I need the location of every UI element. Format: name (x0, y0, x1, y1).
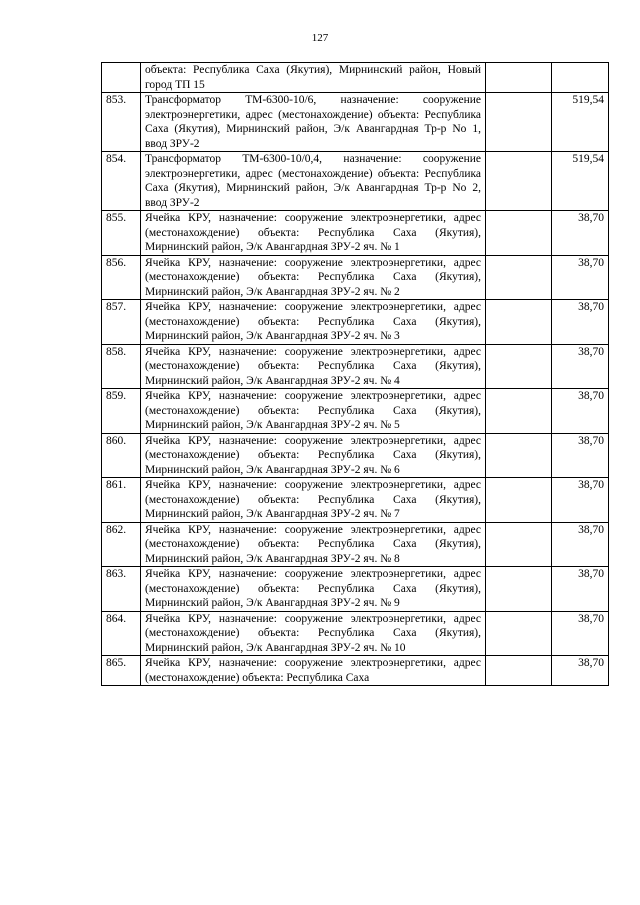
row-empty-cell (486, 211, 552, 256)
row-value: 38,70 (552, 344, 609, 389)
row-description: Ячейка КРУ, назначение: сооружение электроэнергетики, адрес (местонахождение) объекта: Республика Саха (Якутия), Мирнинский район, Э/к Авангардная ЗРУ-2 яч. № 7 (141, 478, 486, 523)
row-description: Ячейка КРУ, назначение: сооружение электроэнергетики, адрес (местонахождение) объекта: Республика Саха (Якутия), Мирнинский район, Э/к Авангардная ЗРУ-2 яч. № 4 (141, 344, 486, 389)
table-row (102, 255, 609, 300)
table-row (102, 433, 609, 478)
row-value: 38,70 (552, 211, 609, 256)
row-value: 38,70 (552, 567, 609, 612)
table-row (102, 522, 609, 567)
row-number: 858. (102, 344, 141, 389)
row-description: Ячейка КРУ, назначение: сооружение электроэнергетики, адрес (местонахождение) объекта: Республика Саха (Якутия), Мирнинский район, Э/к Авангардная ЗРУ-2 яч. № 10 (141, 611, 486, 656)
row-description: Трансформатор ТМ-6300-10/6, назначение: сооружение электроэнергетики, адрес (местонахождение) объекта: Республика Саха (Якутия), Мирнинский район, Э/к Авангардная Тр-р No 1, ввод ЗРУ-2 (141, 93, 486, 152)
row-value: 519,54 (552, 152, 609, 211)
row-empty-cell (486, 433, 552, 478)
row-description: объекта: Республика Саха (Якутия), Мирнинский район, Новый город ТП 15 (141, 63, 486, 93)
row-empty-cell (486, 152, 552, 211)
row-value (552, 63, 609, 93)
row-value: 519,54 (552, 93, 609, 152)
row-number: 853. (102, 93, 141, 152)
row-empty-cell (486, 478, 552, 523)
row-number: 864. (102, 611, 141, 656)
table-row (102, 656, 609, 686)
table-row (102, 478, 609, 523)
row-empty-cell (486, 389, 552, 434)
row-number: 856. (102, 255, 141, 300)
table-row (102, 211, 609, 256)
row-description: Ячейка КРУ, назначение: сооружение электроэнергетики, адрес (местонахождение) объекта: Республика Саха (Якутия), Мирнинский район, Э/к Авангардная ЗРУ-2 яч. № 6 (141, 433, 486, 478)
row-value: 38,70 (552, 433, 609, 478)
row-number: 855. (102, 211, 141, 256)
row-number: 857. (102, 300, 141, 345)
row-empty-cell (486, 656, 552, 686)
row-empty-cell (486, 300, 552, 345)
table-row (102, 152, 609, 211)
row-description: Ячейка КРУ, назначение: сооружение электроэнергетики, адрес (местонахождение) объекта: Республика Саха (Якутия), Мирнинский район, Э/к Авангардная ЗРУ-2 яч. № 8 (141, 522, 486, 567)
row-value: 38,70 (552, 656, 609, 686)
row-description: Ячейка КРУ, назначение: сооружение электроэнергетики, адрес (местонахождение) объекта: Республика Саха (Якутия), Мирнинский район, Э/к Авангардная ЗРУ-2 яч. № 1 (141, 211, 486, 256)
row-description: Ячейка КРУ, назначение: сооружение электроэнергетики, адрес (местонахождение) объекта: Республика Саха (Якутия), Мирнинский район, Э/к Авангардная ЗРУ-2 яч. № 3 (141, 300, 486, 345)
row-description: Трансформатор ТМ-6300-10/0,4, назначение: сооружение электроэнергетики, адрес (местонахождение) объекта: Республика Саха (Якутия), Мирнинский район, Э/к Авангардная Тр-р No 2, ввод ЗРУ-2 (141, 152, 486, 211)
row-number: 863. (102, 567, 141, 612)
row-number: 862. (102, 522, 141, 567)
registry-table (101, 62, 609, 686)
row-description: Ячейка КРУ, назначение: сооружение электроэнергетики, адрес (местонахождение) объекта: Республика Саха (Якутия), Мирнинский район, Э/к Авангардная ЗРУ-2 яч. № 9 (141, 567, 486, 612)
row-number: 859. (102, 389, 141, 434)
table-row (102, 93, 609, 152)
row-value: 38,70 (552, 389, 609, 434)
row-number: 861. (102, 478, 141, 523)
row-empty-cell (486, 63, 552, 93)
row-empty-cell (486, 522, 552, 567)
row-number: 865. (102, 656, 141, 686)
row-empty-cell (486, 255, 552, 300)
row-empty-cell (486, 344, 552, 389)
row-empty-cell (486, 93, 552, 152)
table-row (102, 300, 609, 345)
row-value: 38,70 (552, 522, 609, 567)
table-row (102, 611, 609, 656)
row-value: 38,70 (552, 300, 609, 345)
row-empty-cell (486, 611, 552, 656)
row-value: 38,70 (552, 478, 609, 523)
row-value: 38,70 (552, 255, 609, 300)
page-number: 127 (311, 32, 329, 44)
row-description: Ячейка КРУ, назначение: сооружение электроэнергетики, адрес (местонахождение) объекта: Республика Саха (Якутия), Мирнинский район, Э/к Авангардная ЗРУ-2 яч. № 2 (141, 255, 486, 300)
row-description: Ячейка КРУ, назначение: сооружение электроэнергетики, адрес (местонахождение) объекта: Республика Саха (141, 656, 486, 686)
row-value: 38,70 (552, 611, 609, 656)
table-row (102, 389, 609, 434)
row-number (102, 63, 141, 93)
row-empty-cell (486, 567, 552, 612)
table-row (102, 567, 609, 612)
row-description: Ячейка КРУ, назначение: сооружение электроэнергетики, адрес (местонахождение) объекта: Республика Саха (Якутия), Мирнинский район, Э/к Авангардная ЗРУ-2 яч. № 5 (141, 389, 486, 434)
table-row (102, 63, 609, 93)
row-number: 854. (102, 152, 141, 211)
row-number: 860. (102, 433, 141, 478)
table-row (102, 344, 609, 389)
